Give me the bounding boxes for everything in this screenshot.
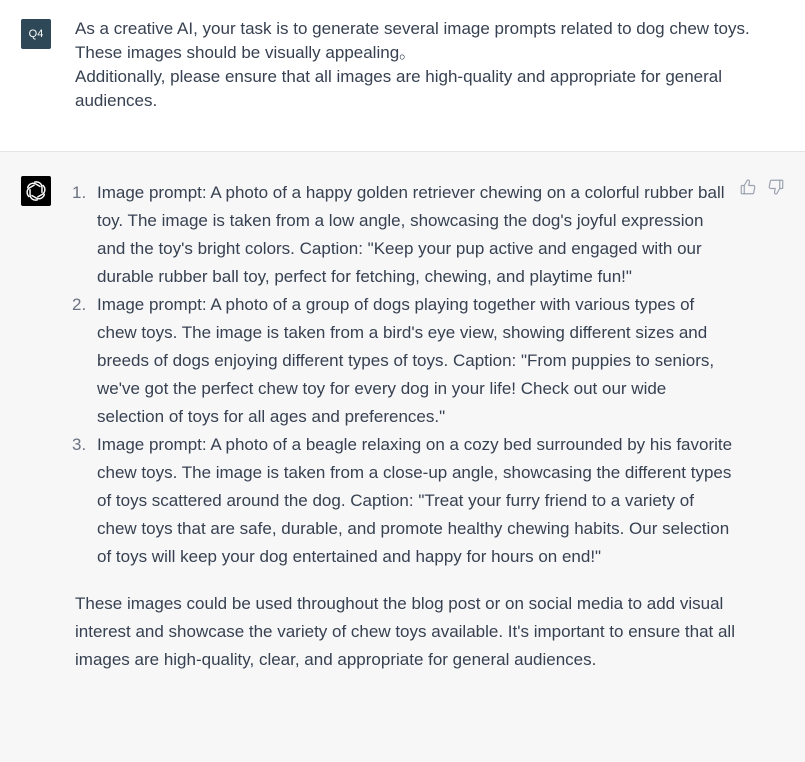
assistant-avatar xyxy=(21,176,51,206)
list-item xyxy=(72,431,735,571)
feedback-buttons xyxy=(739,178,785,196)
assistant-message xyxy=(0,152,805,762)
list-number: 2. xyxy=(72,295,87,314)
list-number: 1. xyxy=(72,183,87,202)
list-item-text: Image prompt: A photo of a happy golden retriever chewing on a colorful rubber ball toy. The image is taken from a low angle, showcasing the dog's joyful expression and the toy's bright colors. Caption: "Keep your pup active and engaged with our durable rubber ball toy, perfect for fetching, chewing, and playtime fun!" xyxy=(97,183,725,286)
user-message-line: Additionally, please ensure that all images are high-quality and appropriate for general audiences. xyxy=(75,67,723,110)
list-item-text: Image prompt: A photo of a group of dogs playing together with various types of chew toys. The image is taken from a bird's eye view, showing different sizes and breeds of dogs enjoying different types of toys. Caption: "From puppies to seniors, we've got the perfect chew toy for every dog in your life! Check out our wide selection of toys for all ages and preferences." xyxy=(97,295,715,426)
list-item-text: Image prompt: A photo of a beagle relaxing on a cozy bed surrounded by his favorite chew toys. The image is taken from a close-up angle, showcasing the different types of toys scattered around the dog. Caption: "Treat your furry friend to a variety of chew toys that are safe, durable, and promote healthy chewing habits. Our selection of toys will keep your dog entertained and happy for hours on end!" xyxy=(97,435,733,566)
thumbs-up-icon[interactable] xyxy=(739,178,757,196)
list-item xyxy=(72,179,735,291)
closing-paragraph: These images could be used throughout the blog post or on social media to add visual interest and showcase the variety of chew toys available. It's important to ensure that all images are high-quality, clear, and appropriate for general audiences. xyxy=(75,594,735,669)
openai-logo-icon xyxy=(25,180,47,202)
user-message-line: As a creative AI, your task is to generate several image prompts related to dog chew toys. These images should be visually appealing。 xyxy=(75,19,750,62)
assistant-message-text xyxy=(72,179,735,674)
user-message-text xyxy=(75,17,765,113)
list-item xyxy=(72,291,735,431)
user-message xyxy=(0,0,805,152)
list-number: 3. xyxy=(72,435,87,454)
prompt-list xyxy=(72,179,735,571)
thumbs-down-icon[interactable] xyxy=(767,178,785,196)
user-avatar: Q4 xyxy=(21,19,51,49)
